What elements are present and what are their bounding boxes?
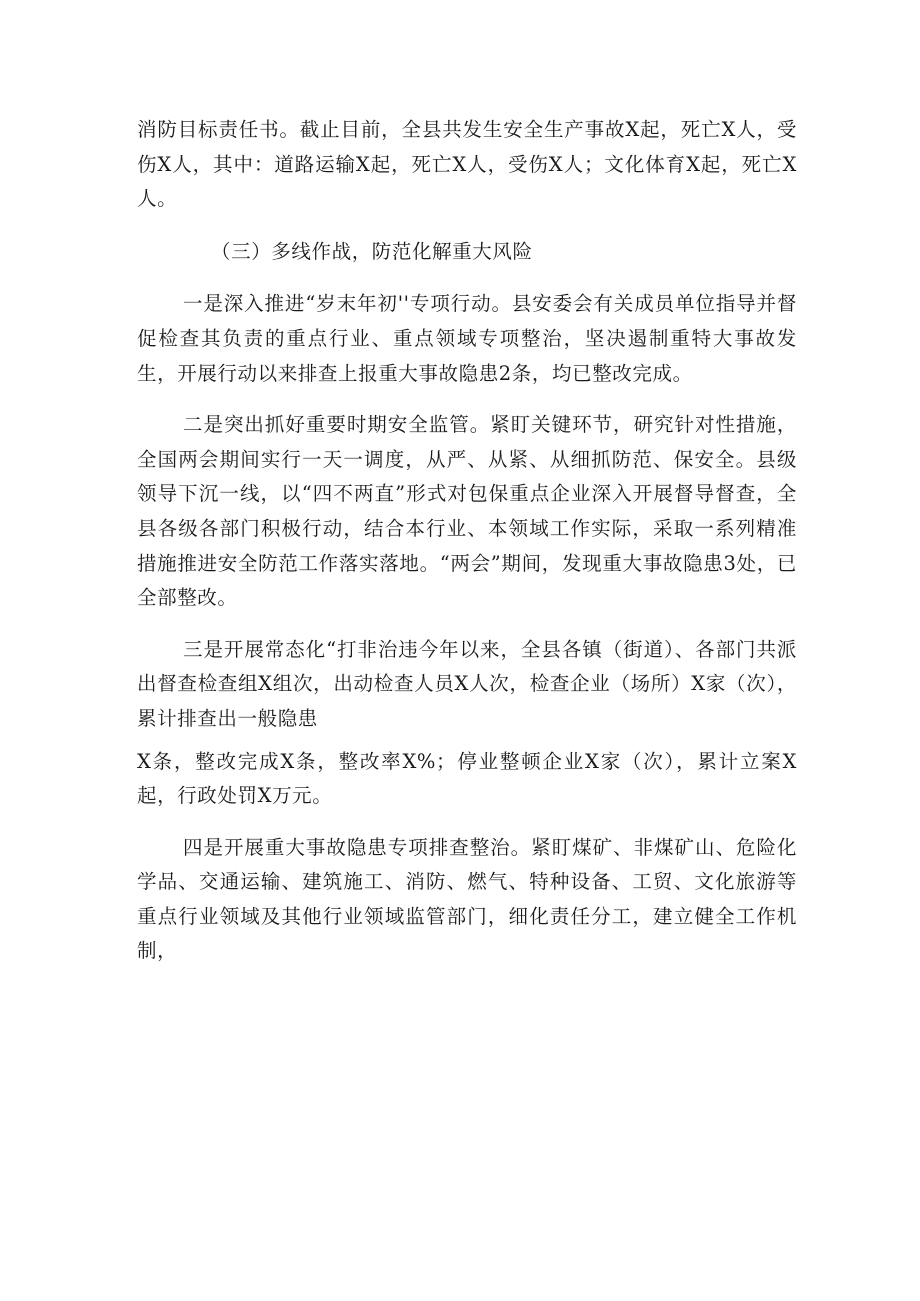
document-body xyxy=(137,113,797,969)
paragraph-item-4: 四是开展重大事故隐患专项排查整治。紧盯煤矿、非煤矿山、危险化学品、交通运输、建筑施工、消防、燃气、特种设备、工贸、文化旅游等重点行业领域及其他行业领域监管部门，细化责任分工，建立健全工作机制， xyxy=(137,835,797,963)
paragraph-item-2: 二是突出抓好重要时期安全监管。紧盯关键环节，研究针对性措施，全国两会期间实行一天一调度，从严、从紧、从细抓防范、保安全。县级领导下沉一线，以“四不两直”形式对包保重点企业深入开展督导督查，全县各级各部门积极行动，结合本行业、本领域工作实际，采取一系列精准措施推进安全防范工作落实落地。“两会”期间，发现重大事故隐患3处，已全部整改。 xyxy=(137,413,797,610)
paragraph-item-3-continued: X条，整改完成X条，整改率X%；停业整顿企业X家（次），累计立案X起，行政处罚X万元。 xyxy=(137,749,797,808)
paragraph-item-3: 三是开展常态化“打非治违今年以来，全县各镇（街道）、各部门共派出督查检查组X组次，出动检查人员X人次，检查企业（场所）X家（次），累计排查出一般隐患 xyxy=(137,637,797,730)
section-heading: （三）多线作战，防范化解重大风险 xyxy=(211,239,533,263)
paragraph-item-1: 一是深入推进“岁末年初''专项行动。县安委会有关成员单位指导并督促检查其负责的重点行业、重点领域专项整治，坚决遏制重特大事故发生，开展行动以来排查上报重大事故隐患2条，均已整改完成。 xyxy=(137,292,797,385)
paragraph-casualty-summary: 消防目标责任书。截止目前，全县共发生安全生产事故X起，死亡X人，受伤X人，其中：道路运输X起，死亡X人，受伤X人；文化体育X起，死亡X人。 xyxy=(137,118,797,211)
